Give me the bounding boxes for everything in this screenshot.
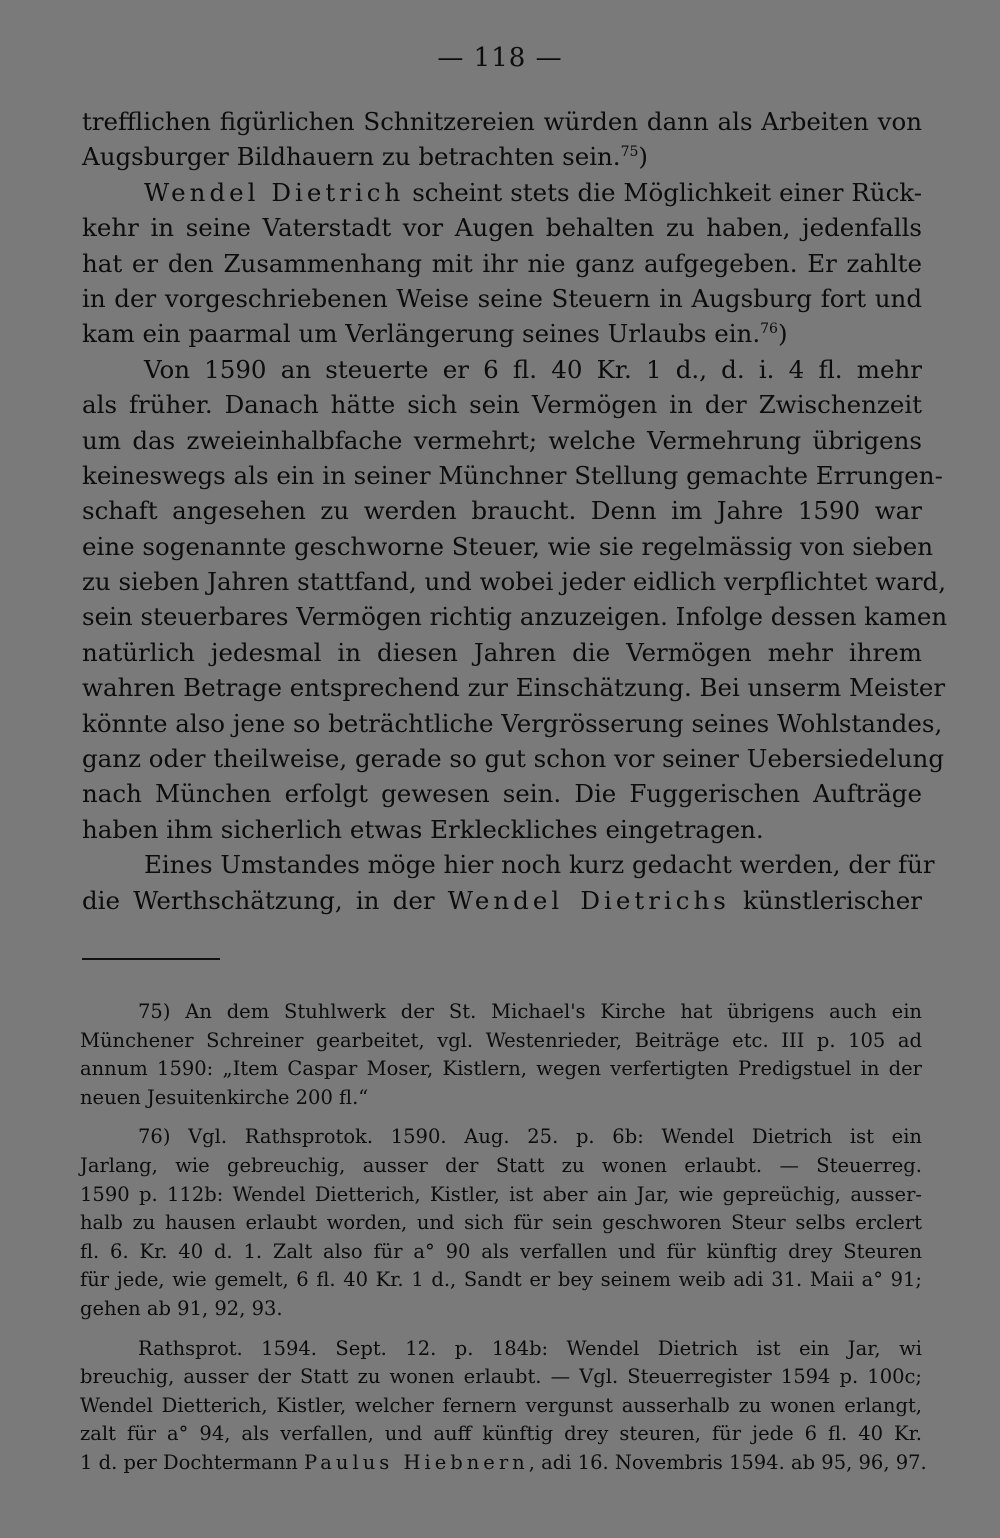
text-line: Eines Umstandes möge hier noch kurz gedacht werden, der für [144,850,935,880]
text-segment: scheint stets die Möglichkeit einer Rück- [412,177,922,207]
footnote-ref-paren: ) [777,319,788,349]
footnote-line: Jarlang, wie gebreuchig, ausser der Statt zu wonen erlaubt. — Steuerreg. [80,1153,922,1177]
footnote-line: für jede, wie gemelt, 6 fl. 40 Kr. 1 d., Sandt er bey seinem weib adi 31. Maii a° 91; [80,1268,922,1292]
text-line: nach München erfolgt gewesen sein. Die Fuggerischen Aufträge [82,779,922,809]
page-number: — 118 — [437,43,563,73]
text-line: haben ihm sicherlich etwas Erkleckliches eingetragen. [82,814,764,844]
text-line: um das zweieinhalbfache vermehrt; welche Vermehrung übrigens [82,425,922,455]
text-line: natürlich jedesmal in diesen Jahren die Vermögen mehr ihrem [82,637,922,667]
text-line: kehr in seine Vaterstadt vor Augen behalten zu haben, jedenfalls [82,213,922,243]
footnote-line: annum 1590: „Item Caspar Moser, Kistlern, wegen verfertigten Predigstuel in der [80,1057,922,1081]
footnote-line: neuen Jesuitenkirche 200 fl.“ [80,1085,369,1109]
footnote-line: zalt für a° 94, als verfallen, und auff künftig drey steuren, für jede 6 fl. 40 Kr. [80,1422,922,1446]
footnote-line: Rathsprot. 1594. Sept. 12. p. 184b: Wendel Dietrich ist ein Jar, wi [138,1336,922,1360]
text-line: trefflichen figürlichen Schnitzereien würden dann als Arbeiten von [82,107,922,136]
text-line: keineswegs als ein in seiner Münchner Stellung gemachte Errungen- [82,460,943,490]
person-name: Wendel Dietrichs [447,885,730,915]
text-segment: die Werthschätzung, in der [82,885,435,915]
footnote-line: halb zu hausen erlaubt worden, und sich für sein geschworen Steur selbs erclert [80,1211,922,1235]
footnote-line [80,1449,927,1478]
text-line: zu sieben Jahren stattfand, und wobei jeder eidlich verpflichtet ward, [82,567,947,597]
text-line [82,883,922,918]
text-segment: kam ein paarmal um Verlängerung seines Urlaubs ein. [82,319,761,349]
footnote-line: breuchig, ausser der Statt zu wonen erlaubt. — Vgl. Steuerregister 1594 p. 100c; [80,1365,922,1389]
footnote-line: fl. 6. Kr. 40 d. 1. Zalt also für a° 90 als verfallen und für künftig drey Steuren [80,1239,922,1263]
person-name: Wendel Dietrich [144,177,405,207]
footnote-line: Münchener Schreiner gearbeitet, vgl. Westenrieder, Beiträge etc. III p. 105 ad [80,1028,922,1052]
footnote-ref-76: 76 [760,321,778,338]
text-line: hat er den Zusammenhang mit ihr nie ganz aufgegeben. Er zahlte [82,248,922,278]
text-line: in der vorgeschriebenen Weise seine Steuern in Augsburg fort und [82,283,922,313]
text-line: schaft angesehen zu werden braucht. Denn im Jahre 1590 war [82,496,922,526]
text-segment: künstlerischer [743,885,923,915]
footnote-separator [82,958,220,960]
main-text [82,104,948,918]
text-line: Von 1590 an steuerte er 6 fl. 40 Kr. 1 d., d. i. 4 fl. mehr [144,354,922,384]
text-segment: 1 d. per Dochtermann [80,1450,298,1474]
person-name: Paulus Hiebnern [304,1450,529,1474]
footnote-ref-75: 75 [620,144,639,161]
footnote-gap [80,1112,922,1123]
text-line: wahren Betrage entsprechend zur Einschätzung. Bei unserm Meister [82,673,946,703]
footnote-line: Wendel Dietterich, Kistler, welcher fernern vergunst ausserhalb zu wonen erlangt, [80,1393,922,1417]
text-line [82,139,922,174]
text-line: als früher. Danach hätte sich sein Vermögen in der Zwischenzeit [82,390,922,420]
footnote-line: 75) An dem Stuhlwerk der St. Michael's Kirche hat übrigens auch ein [138,1000,922,1023]
text-line: ganz oder theilweise, gerade so gut schon vor seiner Uebersiedelung [82,744,944,774]
text-line [82,316,922,351]
footnote-line: 76) Vgl. Rathsprotok. 1590. Aug. 25. p. 6b: Wendel Dietrich ist ein [138,1125,922,1149]
text-line [82,175,922,210]
footnote-line: gehen ab 91, 92, 93. [80,1296,283,1320]
text-line: eine sogenannte geschworne Steuer, wie sie regelmässig von sieben [82,531,934,561]
text-segment: Augsburger Bildhauern zu betrachten sein. [82,142,621,172]
footnote-ref-paren: ) [638,142,648,172]
text-line: könnte also jene so beträchtliche Vergrösserung seines Wohlstandes, [82,708,943,738]
text-line: sein steuerbares Vermögen richtig anzuzeigen. Infolge dessen kamen [82,602,948,632]
footnotes [80,998,927,1478]
footnote-gap [80,1324,922,1335]
footnote-line: 1590 p. 112b: Wendel Dietterich, Kistler, ist aber ain Jar, wie gepreüchig, ausser- [80,1182,922,1206]
text-segment: , adi 16. Novembris 1594. ab 95, 96, 97. [528,1450,927,1474]
